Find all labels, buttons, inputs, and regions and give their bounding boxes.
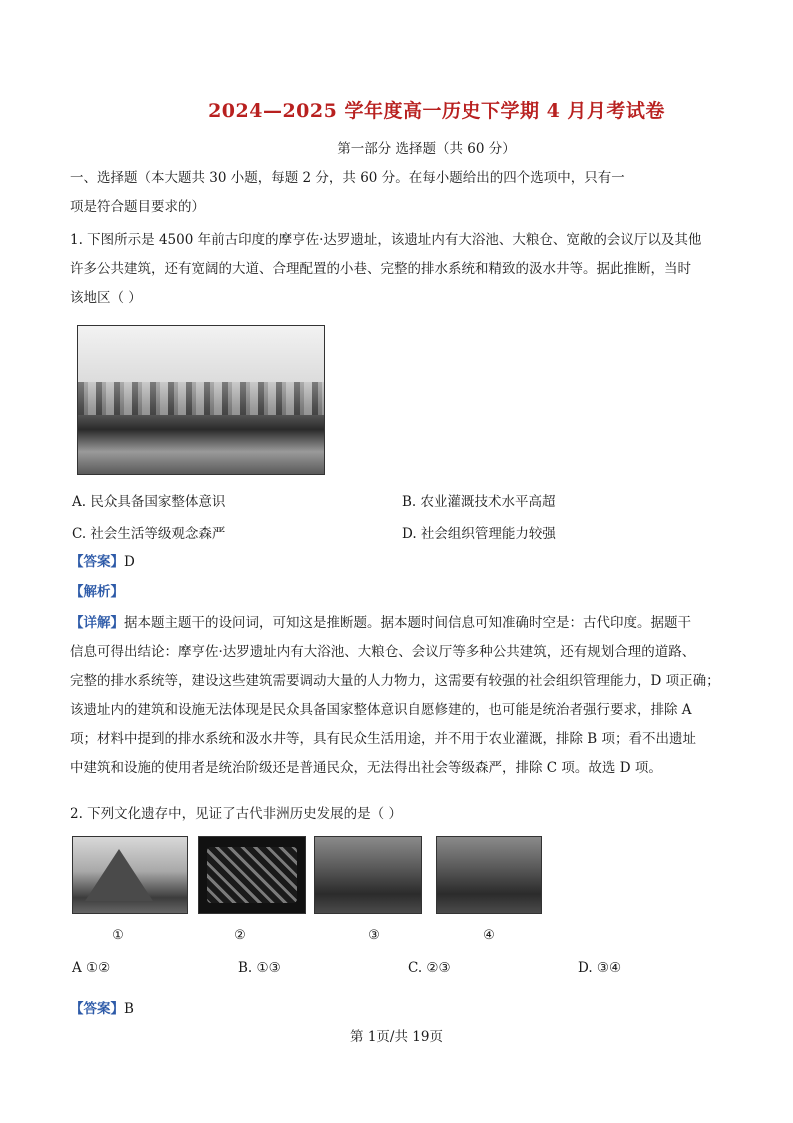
question-1-detail	[70, 609, 730, 783]
section-intro-line-2: 项是符合题目要求的）	[70, 199, 205, 215]
question-1-option-c: C. 社会生活等级观念森严	[72, 526, 226, 542]
answer-value: D	[124, 554, 135, 570]
question-1-option-b: B. 农业灌溉技术水平高超	[402, 494, 556, 510]
detail-tag: 【详解】	[70, 615, 124, 631]
question-2-line-1: 2. 下列文化遗存中，见证了古代非洲历史发展的是（ ）	[70, 806, 402, 822]
detail-line-2: 信息可得出结论：摩亨佐·达罗遗址内有大浴池、大粮仓、会议厅等多种公共建筑，还有规划合理的道路、	[70, 644, 696, 660]
section-intro	[70, 164, 730, 222]
image-label-4: ④	[483, 928, 495, 943]
detail-line-3: 完整的排水系统等，建设这些建筑需要调动大量的人力物力，这需要有较强的社会组织管理能力，D 项正确；	[70, 673, 720, 689]
question-2-stem	[70, 800, 730, 829]
detail-line-1: 【详解】据本题主题干的设问词，可知这是推断题。据本题时间信息可知准确时空是：古代印度。据题干	[70, 615, 691, 631]
document-title: 2024—2025 学年度高一历史下学期 4 月月考试卷	[208, 100, 665, 122]
question-1-analysis-heading	[70, 578, 730, 607]
question-1-stem	[70, 226, 730, 313]
answer-tag: 【答案】	[70, 1001, 124, 1017]
question-1-answer	[70, 548, 730, 577]
image-label-1: ①	[112, 928, 124, 943]
question-2-answer	[70, 995, 730, 1024]
answer-value: B	[124, 1001, 134, 1017]
question-2-option-b: B. ①③	[238, 960, 281, 976]
answer-tag: 【答案】	[70, 554, 124, 570]
image-label-3: ③	[368, 928, 380, 943]
question-1-line-3: 该地区（ ）	[70, 290, 142, 306]
section-subtitle: 第一部分 选择题（共 60 分）	[337, 141, 516, 157]
question-2-option-d: D. ③④	[578, 960, 622, 976]
chariot-fresco-photo	[198, 836, 306, 914]
mountain-ruins-photo	[436, 836, 542, 914]
detail-line-5: 项；材料中提到的排水系统和汲水井等，具有民众生活用途，并不用于农业灌溉，排除 B 项；看不出遗址	[70, 731, 697, 747]
question-1-option-d: D. 社会组织管理能力较强	[402, 526, 556, 542]
monument-night-photo	[314, 836, 422, 914]
analysis-tag: 【解析】	[70, 584, 124, 600]
question-1-line-1: 1. 下图所示是 4500 年前古印度的摩亨佐·达罗遗址，该遗址内有大浴池、大粮仓、宽敞的会议厅以及其他	[70, 232, 702, 248]
question-1-option-a: A. 民众具备国家整体意识	[72, 494, 226, 510]
detail-line-4: 该遗址内的建筑和设施无法体现是民众具备国家整体意识自愿修建的，也可能是统治者强行要求，排除 A	[70, 702, 692, 718]
detail-line-6: 中建筑和设施的使用者是统治阶级还是普通民众，无法得出社会等级森严，排除 C 项。故选 D 项。	[70, 760, 662, 776]
mohenjo-daro-site-photo	[77, 325, 325, 475]
question-2-option-a: A ①②	[72, 960, 111, 976]
pyramid-sphinx-photo	[72, 836, 188, 914]
page-footer: 第 1页/共 19页	[350, 1029, 443, 1045]
section-intro-line-1: 一、选择题（本大题共 30 小题，每题 2 分，共 60 分。在每小题给出的四个选项中，只有一	[70, 170, 625, 186]
question-2-option-c: C. ②③	[408, 960, 451, 976]
question-1-line-2: 许多公共建筑，还有宽阔的大道、合理配置的小巷、完整的排水系统和精致的汲水井等。据此推断，当时	[70, 261, 691, 277]
image-label-2: ②	[234, 928, 246, 943]
